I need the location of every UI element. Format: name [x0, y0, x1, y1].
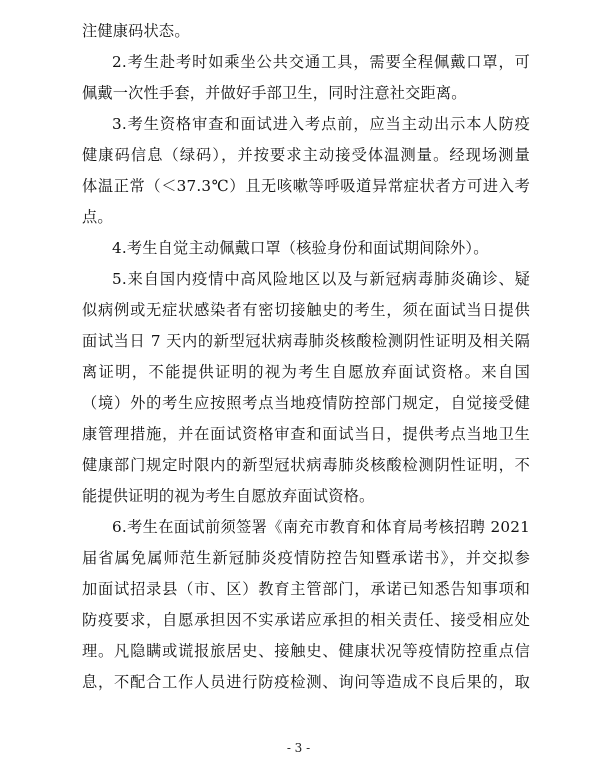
text-line: 点。	[82, 208, 113, 226]
text-line: 5.来自国内疫情中高风险地区以及与新冠病毒肺炎确诊、疑	[112, 270, 530, 288]
text-line: （境）外的考生应按照考点当地疫情防控部门规定，自觉接受健	[82, 394, 530, 412]
text-line: 防疫要求，自愿承担因不实承诺应承担的相关责任、接受相应处	[82, 611, 530, 629]
text-line: 注健康码状态。	[82, 22, 190, 40]
text-line: 加面试招录县（市、区）教育主管部门，承诺已知悉告知事项和	[82, 580, 530, 598]
text-line: 似病例或无症状感染者有密切接触史的考生，须在面试当日提供	[82, 301, 530, 319]
text-line: 佩戴一次性手套，并做好手部卫生，同时注意社交距离。	[82, 84, 467, 102]
text-line: 4.考生自觉主动佩戴口罩（核验身份和面试期间除外）。	[112, 239, 489, 257]
text-line: 体温正常（＜37.3℃）且无咳嗽等呼吸道异常症状者方可进入考	[82, 177, 530, 195]
text-line: 能提供证明的视为考生自愿放弃面试资格。	[82, 487, 375, 505]
text-line: 届省属免属师范生新冠肺炎疫情防控告知暨承诺书》，并交拟参	[82, 549, 530, 567]
text-line: 健康码信息（绿码），并按要求主动接受体温测量。经现场测量	[82, 146, 530, 164]
text-line: 2.考生赴考时如乘坐公共交通工具，需要全程佩戴口罩，可	[112, 53, 530, 71]
text-line: 理。凡隐瞒或谎报旅居史、接触史、健康状况等疫情防控重点信	[82, 642, 530, 660]
text-line: 息，不配合工作人员进行防疫检测、询问等造成不良后果的，取	[82, 673, 530, 691]
text-line: 6.考生在面试前须签署《南充市教育和体育局考核招聘 2021	[112, 518, 530, 536]
text-line: 面试当日 7 天内的新型冠状病毒肺炎核酸检测阴性证明及相关隔	[82, 332, 530, 350]
text-line: 离证明，不能提供证明的视为考生自愿放弃面试资格。来自国	[82, 363, 530, 381]
text-line: 健康部门规定时限内的新型冠状病毒肺炎核酸检测阴性证明，不	[82, 456, 530, 474]
document-body	[82, 16, 530, 698]
text-line: 3.考生资格审查和面试进入考点前，应当主动出示本人防疫	[112, 115, 530, 133]
page-number: - 3 -	[286, 741, 311, 755]
text-line: 康管理措施，并在面试资格审查和面试当日，提供考点当地卫生	[82, 425, 530, 443]
